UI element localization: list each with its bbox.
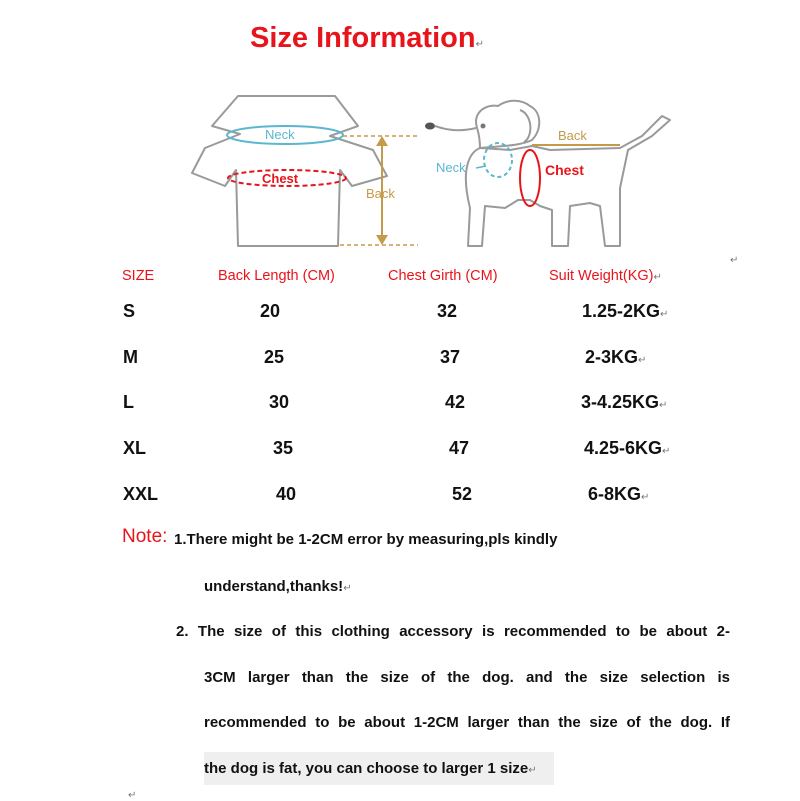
row-xxl-size: XXL bbox=[123, 484, 159, 504]
row-xl-chest: 47 bbox=[449, 438, 470, 458]
note-line-5: recommended to be about 1-2CM larger than the size of the dog. If bbox=[204, 714, 730, 731]
page-title bbox=[250, 22, 484, 55]
note-line-1: 1.There might be 1-2CM error by measuring,pls kindly bbox=[174, 531, 558, 548]
note-line-2-text: understand,thanks! bbox=[204, 578, 344, 595]
row-xxl-back: 40 bbox=[276, 484, 297, 504]
row-l-weight-text: 3-4.25KG bbox=[581, 392, 660, 412]
row-xl-size: XL bbox=[123, 438, 147, 458]
paragraph-mark: ↵ bbox=[528, 765, 537, 776]
row-m-chest: 37 bbox=[440, 347, 461, 367]
dog-snout-icon bbox=[435, 126, 476, 130]
dog-eye-icon bbox=[481, 124, 486, 129]
row-s-weight bbox=[582, 301, 668, 322]
dog-chest-label: Chest bbox=[545, 162, 584, 178]
dog-nose-icon bbox=[425, 123, 435, 130]
note-line-2 bbox=[204, 578, 352, 595]
note-line-6-text: the dog is fat, you can choose to larger 1 size bbox=[204, 760, 529, 777]
header-size: SIZE bbox=[122, 268, 155, 284]
note-line-3: 2. The size of this clothing accessory is recommended to be about 2- bbox=[176, 623, 730, 640]
row-xl-back: 35 bbox=[273, 438, 294, 458]
paragraph-mark: ↵ bbox=[638, 355, 647, 366]
row-l-chest: 42 bbox=[445, 392, 466, 412]
shirt-back-label: Back bbox=[366, 186, 395, 201]
shirt-back-arrow-head-bottom bbox=[376, 235, 388, 245]
paragraph-mark: ↵ bbox=[653, 272, 662, 283]
dog-back-label: Back bbox=[558, 128, 587, 143]
shirt-back-arrow-head-top bbox=[376, 136, 388, 146]
measurement-diagram bbox=[180, 88, 700, 263]
row-xxl-chest: 52 bbox=[452, 484, 473, 504]
row-m-weight bbox=[585, 347, 646, 368]
row-l-back: 30 bbox=[269, 392, 290, 412]
paragraph-mark: ↵ bbox=[641, 492, 650, 503]
row-xxl-weight-text: 6-8KG bbox=[588, 484, 642, 504]
dog-neck-label: Neck bbox=[436, 160, 466, 175]
row-m-weight-text: 2-3KG bbox=[585, 347, 639, 367]
row-xxl-weight bbox=[588, 484, 649, 505]
row-m-size: M bbox=[123, 347, 138, 367]
row-s-weight-text: 1.25-2KG bbox=[582, 301, 661, 321]
paragraph-mark: ↵ bbox=[659, 400, 668, 411]
row-m-back: 25 bbox=[264, 347, 285, 367]
note-line-4: 3CM larger than the size of the dog. and the size selection is bbox=[204, 669, 730, 686]
header-chest-girth: Chest Girth (CM) bbox=[388, 268, 498, 284]
row-s-chest: 32 bbox=[437, 301, 458, 321]
end-paragraph-mark: ↵ bbox=[128, 790, 137, 801]
row-l-size: L bbox=[123, 392, 134, 412]
row-xl-weight bbox=[584, 438, 670, 459]
paragraph-mark: ↵ bbox=[343, 583, 352, 594]
header-suit-weight-text: Suit Weight(KG) bbox=[549, 268, 654, 284]
note-line-6 bbox=[204, 752, 554, 785]
row-l-weight bbox=[581, 392, 667, 413]
shirt-neck-label: Neck bbox=[265, 127, 295, 142]
note-label: Note: bbox=[122, 526, 168, 547]
paragraph-mark: ↵ bbox=[662, 446, 671, 457]
diagram-paragraph-mark: ↵ bbox=[730, 255, 739, 266]
header-back-length: Back Length (CM) bbox=[218, 268, 335, 284]
title-text: Size Information bbox=[250, 22, 476, 54]
row-s-back: 20 bbox=[260, 301, 281, 321]
row-s-size: S bbox=[123, 301, 136, 321]
row-xl-weight-text: 4.25-6KG bbox=[584, 438, 663, 458]
header-suit-weight bbox=[549, 268, 662, 284]
paragraph-mark: ↵ bbox=[475, 39, 484, 50]
paragraph-mark: ↵ bbox=[660, 309, 669, 320]
shirt-chest-label: Chest bbox=[262, 171, 299, 186]
